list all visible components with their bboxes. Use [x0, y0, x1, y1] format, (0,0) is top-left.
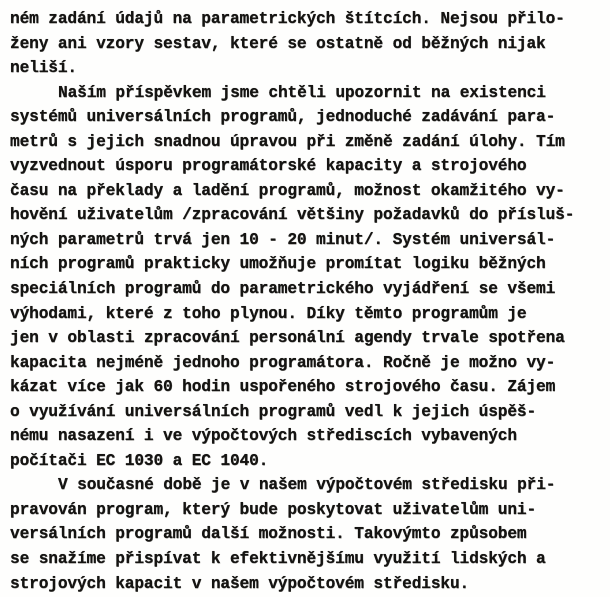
text-line: ních programů prakticky umožňuje promítat logiku běžných — [10, 255, 546, 274]
text-line: strojových kapacit v našem výpočtovém středisku. — [10, 574, 470, 593]
text-line: versálních programů další možnosti. Takovýmto způsobem — [10, 525, 527, 544]
text-line: vyzvednout úsporu programátorské kapacity a strojového — [10, 157, 527, 176]
text-line: času na překlady a ladění programů, možnost okamžitého vy- — [10, 181, 565, 200]
text-line: se snažíme přispívat k efektivnějšímu využití lidských a — [10, 550, 546, 569]
text-line: počítači EC 1030 a EC 1040. — [10, 451, 269, 470]
text-line: kapacita nejméně jednoho programátora. Ročně je možno vy- — [10, 353, 556, 372]
text-line: kázat více jak 60 hodin uspořeného strojového času. Zájem — [10, 378, 556, 397]
text-line: výhodami, které z toho plynou. Díky těmto programům je — [10, 304, 527, 323]
text-line: jen v oblasti zpracování personální agendy trvale spotřena — [10, 329, 565, 348]
text-line: nému nasazení i ve výpočtových střediscích vybavených — [10, 427, 517, 446]
text-line: hovění uživatelům /zpracování většiny požadavků do přísluš- — [10, 206, 575, 225]
document-text — [10, 7, 606, 596]
text-line: Naším příspěvkem jsme chtěli upozornit na existenci — [58, 83, 546, 102]
text-line: neliší. — [10, 59, 77, 78]
text-line: systémů universálních programů, jednoduché zadávání para- — [10, 108, 556, 127]
text-line: ženy ani vzory sestav, které se ostatně od běžných nijak — [10, 34, 546, 53]
text-line: pravován program, který bude poskytovat uživatelům uni- — [10, 500, 537, 519]
text-line: speciálních programů do parametrického vyjádření se všemi — [10, 280, 556, 299]
text-line: o využívání universálních programů vedl k jejich úspěš- — [10, 402, 537, 421]
text-line: ném zadání údajů na parametrických štítcích. Nejsou přilo- — [10, 10, 565, 28]
text-line: V současné době je v našem výpočtovém středisku při- — [58, 476, 556, 495]
text-line: ných parametrů trvá jen 10 - 20 minut/. Systém universál- — [10, 230, 556, 249]
text-line: metrů s jejich snadnou úpravou při změně zadání úlohy. Tím — [10, 132, 565, 151]
